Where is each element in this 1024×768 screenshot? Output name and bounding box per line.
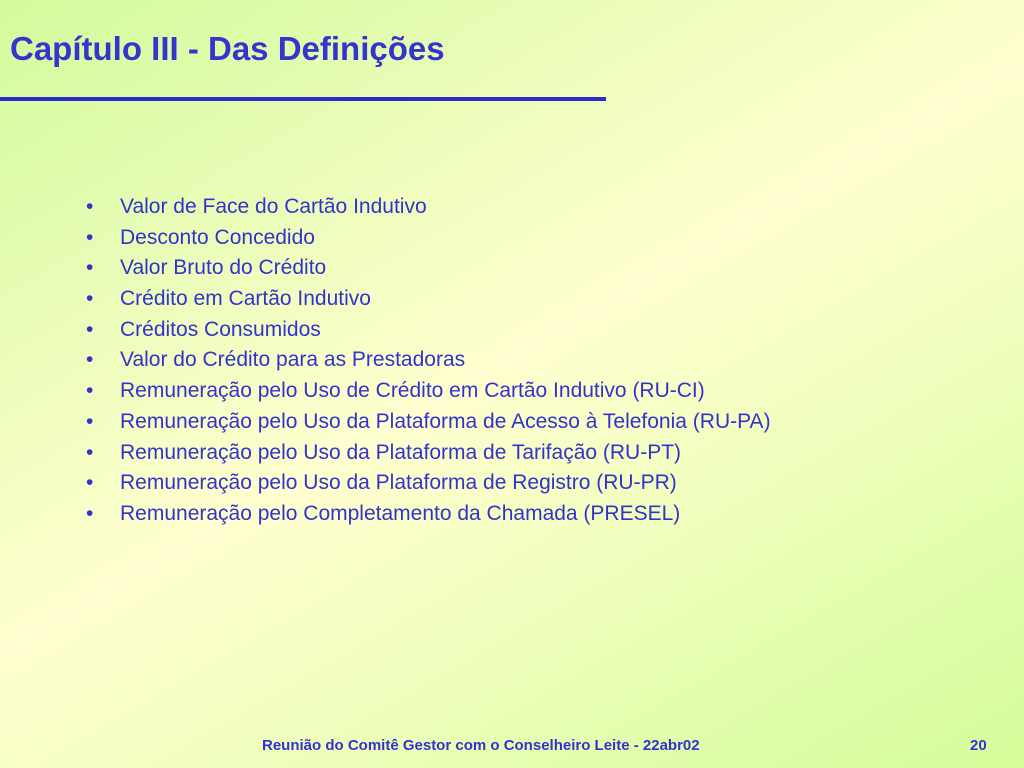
list-item — [86, 502, 771, 533]
list-item — [86, 410, 771, 441]
bullet-icon: • — [86, 348, 94, 372]
definitions-list — [86, 195, 771, 533]
bullet-icon: • — [86, 501, 94, 525]
list-item — [86, 287, 771, 318]
list-item — [86, 471, 771, 502]
list-item-label: Remuneração pelo Uso da Plataforma de Registro (RU-PR) — [120, 471, 677, 495]
slide-title: Capítulo III - Das Definições — [10, 30, 445, 67]
bullet-icon: • — [86, 440, 94, 464]
bullet-icon: • — [86, 379, 94, 403]
title-underline — [0, 97, 606, 101]
bullet-icon: • — [86, 225, 94, 249]
list-item — [86, 379, 771, 410]
list-item-label: Desconto Concedido — [120, 225, 315, 249]
list-item — [86, 441, 771, 472]
list-item — [86, 348, 771, 379]
list-item-label: Valor de Face do Cartão Indutivo — [120, 195, 427, 218]
list-item-label: Remuneração pelo Uso da Plataforma de Tarifação (RU-PT) — [120, 440, 682, 464]
bullet-icon: • — [86, 195, 94, 218]
bullet-icon: • — [86, 471, 94, 495]
bullet-icon: • — [86, 256, 94, 280]
list-item — [86, 256, 771, 287]
list-item-label: Crédito em Cartão Indutivo — [120, 287, 371, 311]
list-item-label: Valor do Crédito para as Prestadoras — [120, 348, 466, 372]
list-item-label: Valor Bruto do Crédito — [120, 256, 327, 280]
bullet-icon: • — [86, 287, 94, 311]
list-item-label: Remuneração pelo Completamento da Chamada (PRESEL) — [120, 501, 681, 525]
page-number: 20 — [970, 737, 987, 754]
list-item — [86, 195, 771, 226]
list-item-label: Créditos Consumidos — [120, 317, 321, 341]
bullet-icon: • — [86, 409, 94, 433]
list-item-label: Remuneração pelo Uso de Crédito em Cartão Indutivo (RU-CI) — [120, 379, 705, 403]
list-item-label: Remuneração pelo Uso da Plataforma de Acesso à Telefonia (RU-PA) — [120, 409, 771, 433]
bullet-icon: • — [86, 317, 94, 341]
list-item — [86, 318, 771, 349]
list-item — [86, 226, 771, 257]
footer-caption: Reunião do Comitê Gestor com o Conselheiro Leite - 22abr02 — [262, 737, 700, 754]
